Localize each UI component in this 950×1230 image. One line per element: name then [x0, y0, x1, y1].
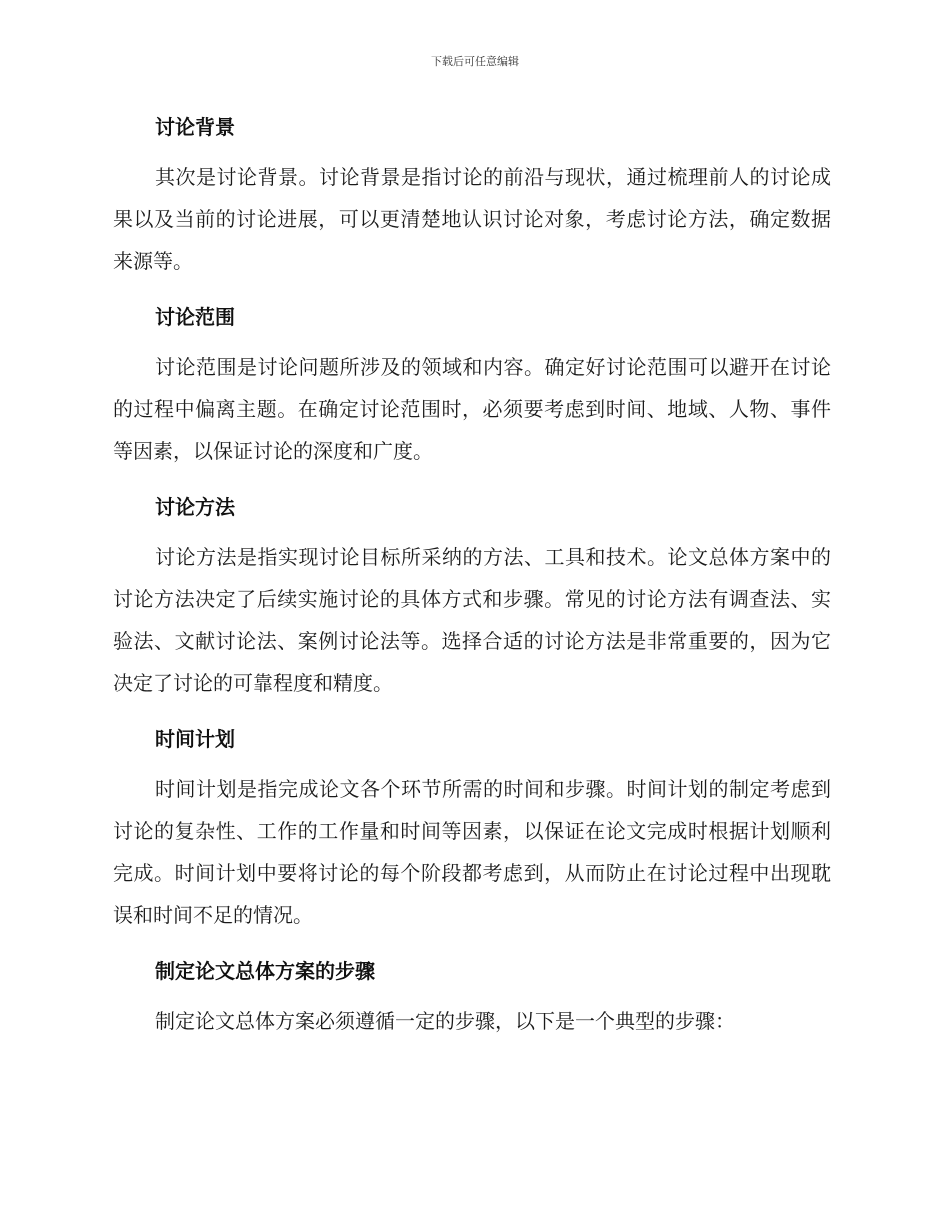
page-header: 下载后可任意编辑: [431, 55, 519, 68]
section-steps: [113, 954, 831, 1042]
section-background: [113, 110, 831, 282]
section-paragraph: 制定论文总体方案必须遵循一定的步骤，以下是一个典型的步骤：: [155, 1009, 735, 1033]
section-paragraph: 讨论方法是指实现讨论目标所采纳的方法、工具和技术。论文总体方案中的讨论方法决定了后续实施讨论的具体方式和步骤。常见的讨论方法有调查法、实验法、文献讨论法、案例讨论法等。选择合适的讨论方法是非常重要的，因为它决定了讨论的可靠程度和精度。: [113, 545, 831, 695]
section-heading: 讨论方法: [155, 495, 235, 519]
section-heading: 讨论范围: [155, 305, 235, 329]
section-method: [113, 490, 831, 704]
section-scope: [113, 300, 831, 472]
document-body: [113, 110, 831, 1042]
section-schedule: [113, 722, 831, 936]
section-paragraph: 讨论范围是讨论问题所涉及的领域和内容。确定好讨论范围可以避开在讨论的过程中偏离主题。在确定讨论范围时，必须要考虑到时间、地域、人物、事件等因素，以保证讨论的深度和广度。: [113, 355, 831, 463]
section-paragraph: 其次是讨论背景。讨论背景是指讨论的前沿与现状，通过梳理前人的讨论成果以及当前的讨论进展，可以更清楚地认识讨论对象，考虑讨论方法，确定数据来源等。: [113, 165, 831, 273]
section-heading: 讨论背景: [155, 115, 235, 139]
section-heading: 制定论文总体方案的步骤: [155, 959, 375, 983]
section-paragraph: 时间计划是指完成论文各个环节所需的时间和步骤。时间计划的制定考虑到讨论的复杂性、工作的工作量和时间等因素，以保证在论文完成时根据计划顺利完成。时间计划中要将讨论的每个阶段都考虑到，从而防止在讨论过程中出现耽误和时间不足的情况。: [113, 777, 831, 927]
section-heading: 时间计划: [155, 727, 235, 751]
